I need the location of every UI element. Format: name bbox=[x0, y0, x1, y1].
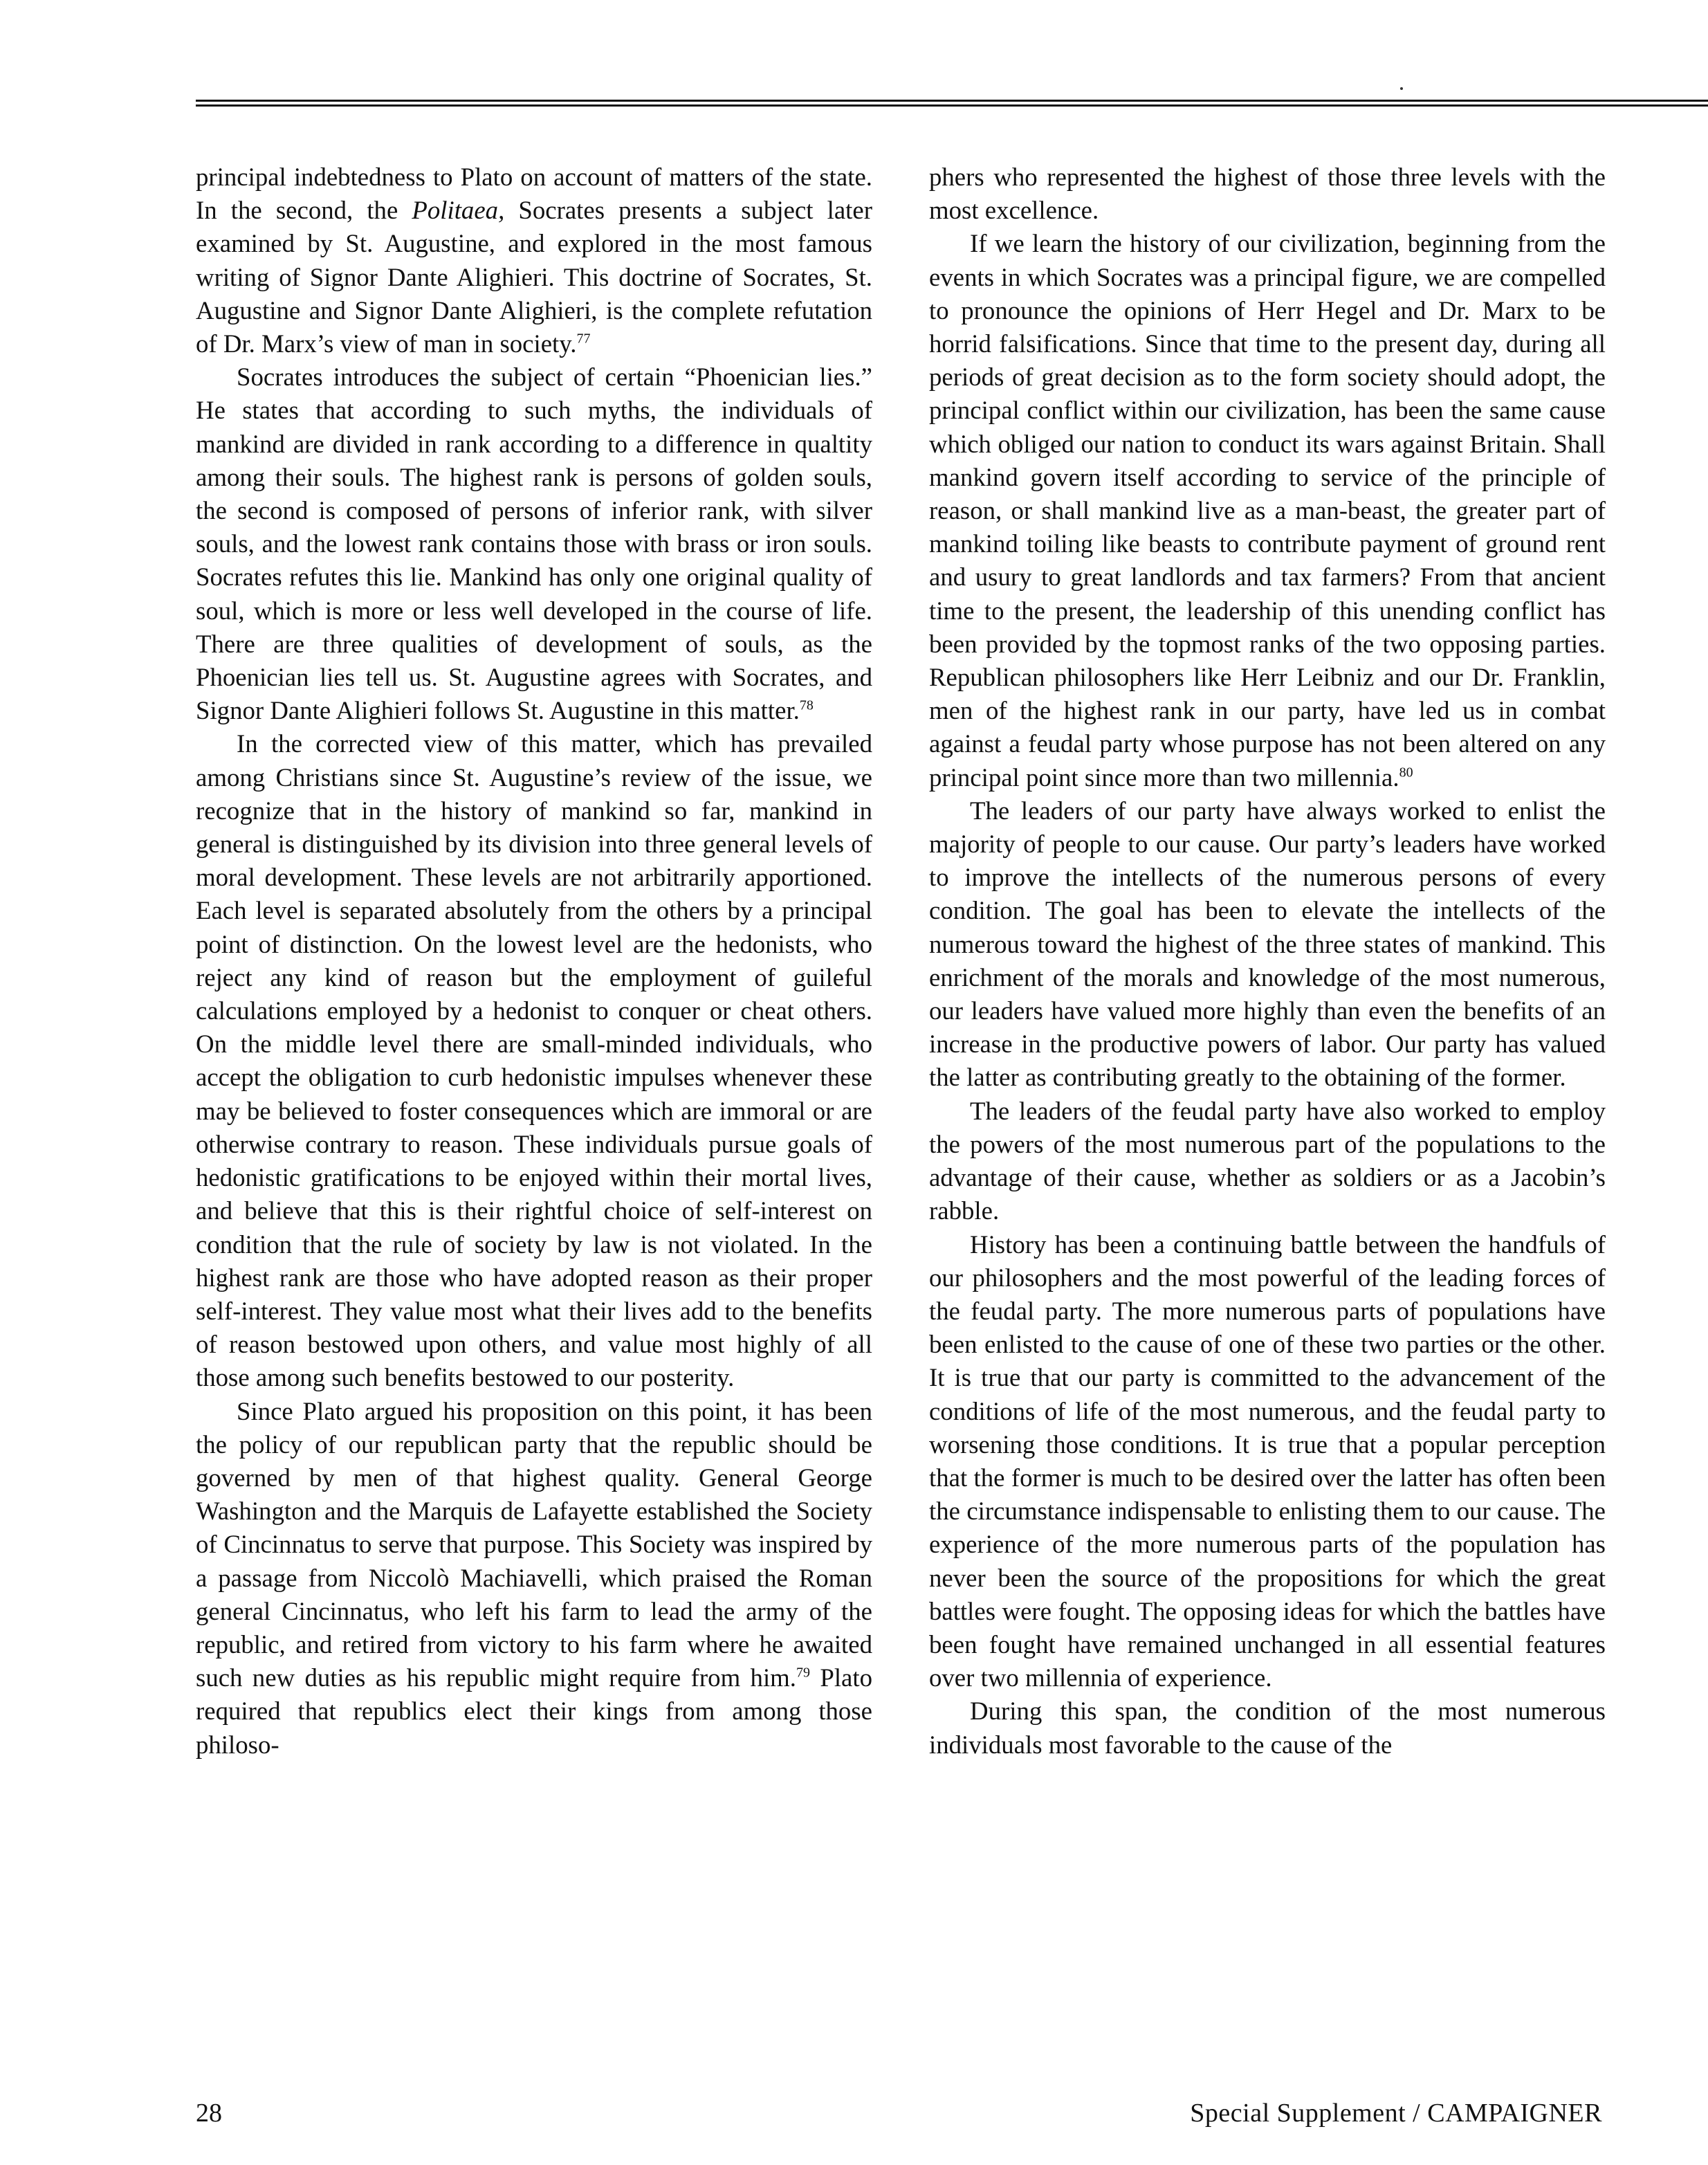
header-rule bbox=[196, 100, 1708, 107]
paragraph: The leaders of our party have always worked to enlist the majority of people to our cause. Our party’s leaders have worked to improve the intellects of the numerous persons of every condition. The goal has been to elevate the intellects of the numerous toward the highest of the three states of mankind. This enrichment of the morals and knowledge of the most numerous, our leaders have valued more highly than even the benefits of an increase in the productive powers of labor. Our party has valued the latter as contributing greatly to the obtaining of the former. bbox=[929, 796, 1606, 1092]
paragraph: History has been a continuing battle between the handfuls of our philosophers and the most powerful of the leading forces of the feudal party. The more numerous parts of populations have been enlisted to the cause of one of these two parties or the other. It is true that our party is committed to the advancement of the conditions of life of the most numerous, and the feudal party to worsening those conditions. It is true that a popular perception that the former is much to be desired over the latter has often been the circumstance indispensable to enlisting them to our cause. The experience of the more numerous parts of the population has never been the source of the propositions for which the great battles were fought. The opposing ideas for which the battles have been fought have remained unchanged in all essential features over two millennia of experience. bbox=[929, 1230, 1606, 1692]
paragraph: Since Plato argued his proposition on this point, it has been the policy of our republican party that the republic should be governed by men of that highest quality. General George Washington and the Marquis de Lafayette established the Society of Cincinnatus to serve that purpose. This Society was inspired by a passage from Niccolò Machiavelli, which praised the Roman general Cincinnatus, who left his farm to lead the army of the republic, and retired from victory to his farm where he awaited such new duties as his republic might require from him.$^{79}$ Plato required that republics elect their kings from among those philoso- bbox=[196, 1396, 872, 1759]
paragraph: phers who represented the highest of those three levels with the most excellence. bbox=[929, 163, 1606, 225]
paragraph: If we learn the history of our civilization, beginning from the events in which Socrates was a principal figure, we are compelled to pronounce the opinions of Herr Hegel and Dr. Marx to be horrid falsifications. Since that time to the present day, during all periods of great decision as to the form society should adopt, the principal conflict within our civilization, has been the same cause which obliged our nation to conduct its wars against Britain. Shall mankind govern itself according to service of the principle of reason, or shall mankind live as a man-beast, the greater part of mankind toiling like beasts to contribute payment of ground rent and usury to great landlords and tax farmers? From that ancient time to the present, the leadership of this unending conflict has been provided by the topmost ranks of the two opposing parties. Republican philosophers like Herr Leibniz and our Dr. Franklin, men of the highest rank in our party, have led us in combat against a feudal party whose purpose has not been altered on any principal point since more than two millennia.$^{80}$ bbox=[929, 229, 1606, 792]
paragraph: principal indebtedness to Plato on account of matters of the state. In the second, the Politaea, Socrates presents a subject later examined by St. Augustine, and explored in the most famous writing of Signor Dante Alighieri. This doctrine of Socrates, St. Augustine and Signor Dante Alighieri, is the complete refutation of Dr. Marx’s view of man in society.$^{77}$ bbox=[196, 163, 872, 358]
left-column bbox=[196, 161, 872, 2067]
print-speck bbox=[1400, 87, 1403, 90]
footnote-ref: 79 bbox=[796, 1665, 811, 1681]
page-number: 28 bbox=[196, 2099, 222, 2128]
paragraph: The leaders of the feudal party have also worked to employ the powers of the most numerous part of the populations to the advantage of their cause, whether as soldiers or as a Jacobin’s rabble. bbox=[929, 1096, 1606, 1225]
footnote-ref: 78 bbox=[799, 697, 814, 713]
italic-title: Politaea, bbox=[412, 196, 505, 225]
right-column bbox=[929, 161, 1606, 2067]
paragraph: During this span, the condition of the most numerous individuals most favorable to the cause of the bbox=[929, 1697, 1606, 1759]
paragraph: Socrates introduces the subject of certain “Phoenician lies.” He states that according to such myths, the individuals of mankind are divided in rank according to a difference in qualtity among their souls. The highest rank is persons of golden souls, the second is composed of persons of inferior rank, with silver souls, and the lowest rank contains those with brass or iron souls. Socrates refutes this lie. Mankind has only one original quality of soul, which is more or less well developed in the course of life. There are three qualities of development of souls, as the Phoenician lies tell us. St. Augustine agrees with Socrates, and Signor Dante Alighieri follows St. Augustine in this matter.$^{78}$ bbox=[196, 363, 872, 725]
paragraph: In the corrected view of this matter, which has prevailed among Christians since St. Augustine’s review of the issue, we recognize that in the history of mankind so far, mankind in general is distinguished by its division into three general levels of moral development. These levels are not arbitrarily apportioned. Each level is separated absolutely from the others by a principal point of distinction. On the lowest level are the hedonists, who reject any kind of reason but the employment of guileful calculations employed by a hedonist to conquer or cheat others. On the middle level there are small-minded individuals, who accept the obligation to curb hedonistic impulses whenever these may be believed to foster consequences which are immoral or are otherwise contrary to reason. These individuals pursue goals of hedonistic gratifications to be enjoyed within their mortal lives, and believe that this is their rightful choice of self-interest on condition that the rule of society by law is not violated. In the highest rank are those who have adopted reason as their proper self-interest. They value most what their lives add to the benefits of reason bestowed upon others, and value most highly of all those among such benefits bestowed to our posterity. bbox=[196, 729, 872, 1392]
footnote-ref: 77 bbox=[576, 331, 591, 347]
publication-name: Special Supplement / CAMPAIGNER bbox=[1190, 2099, 1602, 2128]
footnote-ref: 80 bbox=[1399, 765, 1413, 780]
